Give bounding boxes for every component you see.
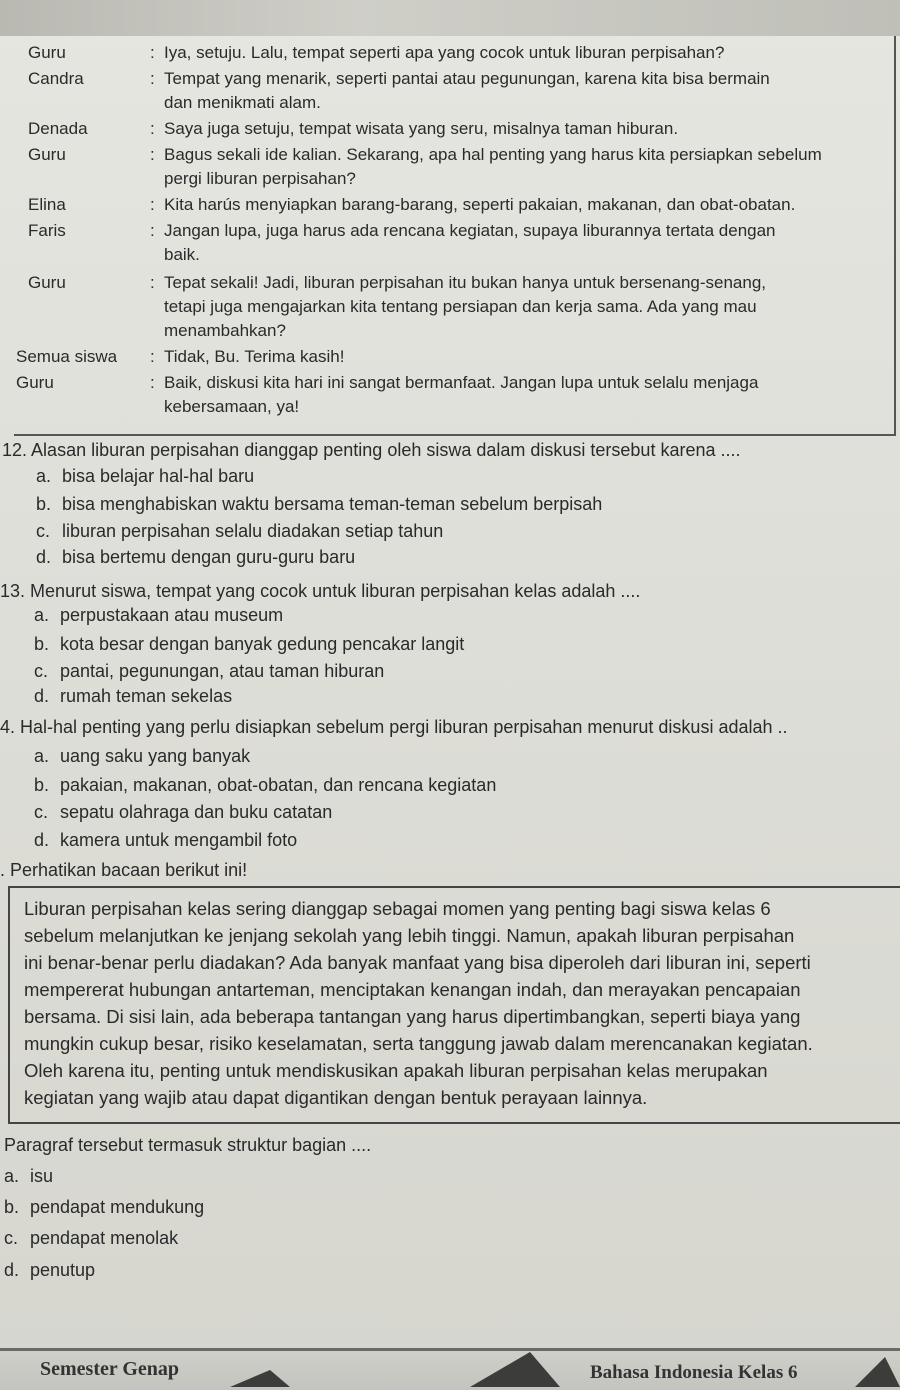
option-letter: c. <box>34 802 49 822</box>
option-d[interactable] <box>34 828 297 852</box>
question-text: Hal-hal penting yang perlu disiapkan sebelum pergi liburan perpisahan menurut diskusi adalah .. <box>20 717 788 737</box>
reading-passage <box>8 886 900 1124</box>
option-a[interactable] <box>36 464 254 488</box>
option-letter: b. <box>4 1197 20 1217</box>
passage-line: mempererat hubungan antarteman, menciptakan kenangan indah, dan merayakan pencapaian <box>24 979 801 1000</box>
question-number: 4. <box>0 717 16 737</box>
colon: : <box>150 43 155 62</box>
speaker-name: Denada <box>28 119 88 138</box>
dialogue-line: Saya juga setuju, tempat wisata yang seru, misalnya taman hiburan. <box>164 119 679 138</box>
option-text: rumah teman sekelas <box>60 686 233 706</box>
option-text: bisa menghabiskan waktu bersama teman-teman sebelum berpisah <box>62 494 603 514</box>
passage-line: kegiatan yang wajib atau dapat digantikan dengan bentuk perayaan lainnya. <box>24 1087 648 1108</box>
footer-semester: Semester Genap <box>40 1358 180 1380</box>
dialogue-line: Baik, diskusi kita hari ini sangat bermanfaat. Jangan lupa untuk selalu menjaga <box>164 373 759 392</box>
speaker-name: Candra <box>28 69 84 88</box>
dialogue-line: kebersamaan, ya! <box>164 397 300 416</box>
passage-line: bersama. Di sisi lain, ada beberapa tantangan yang harus dipertimbangkan, seperti biaya yang <box>24 1006 801 1027</box>
colon: : <box>150 273 155 292</box>
dialogue-line: Jangan lupa, juga harus ada rencana kegiatan, supaya liburannya tertata dengan <box>164 221 776 240</box>
speaker-name: Semua siswa <box>16 347 118 366</box>
option-text: liburan perpisahan selalu diadakan setiap tahun <box>62 521 444 541</box>
passage-line: mungkin cukup besar, risiko keselamatan, serta tanggung jawab dalam merencanakan kegiatan. <box>24 1033 813 1054</box>
option-d[interactable] <box>34 684 232 708</box>
speaker-name: Guru <box>28 145 66 164</box>
option-text: kamera untuk mengambil foto <box>60 830 298 850</box>
colon: : <box>150 373 155 392</box>
dialogue-line: dan menikmati alam. <box>164 93 321 112</box>
colon: : <box>150 347 155 366</box>
dialogue-line: menambahkan? <box>164 321 286 340</box>
option-letter: b. <box>34 775 50 795</box>
speaker-name: Elina <box>28 195 66 214</box>
passage-line: Liburan perpisahan kelas sering dianggap sebagai momen yang penting bagi siswa kelas 6 <box>24 898 771 919</box>
dialogue-line: Kita harús menyiapkan barang-barang, seperti pakaian, makanan, dan obat-obatan. <box>164 195 796 214</box>
option-text: sepatu olahraga dan buku catatan <box>60 802 333 822</box>
question-14 <box>0 715 788 739</box>
option-text: pakaian, makanan, obat-obatan, dan rencana kegiatan <box>60 775 497 795</box>
dialogue-line: Bagus sekali ide kalian. Sekarang, apa hal penting yang harus kita persiapkan sebelum <box>164 145 822 164</box>
speaker-name: Faris <box>28 221 66 240</box>
option-c[interactable] <box>34 659 384 683</box>
question-13 <box>0 579 640 603</box>
footer-decoration-icon <box>855 1352 900 1387</box>
option-letter: b. <box>36 494 52 514</box>
option-text: kota besar dengan banyak gedung pencakar langit <box>60 634 465 654</box>
option-letter: a. <box>4 1166 20 1186</box>
question-text: Alasan liburan perpisahan dianggap penting oleh siswa dalam diskusi tersebut karena .... <box>31 440 741 460</box>
speaker-name: Guru <box>28 273 66 292</box>
option-a[interactable] <box>34 603 283 627</box>
option-letter: c. <box>34 661 49 681</box>
question-12 <box>2 438 741 462</box>
option-letter: d. <box>34 830 50 850</box>
option-text: uang saku yang banyak <box>60 746 251 766</box>
dialogue-line: Iya, setuju. Lalu, tempat seperti apa yang cocok untuk liburan perpisahan? <box>164 43 725 62</box>
passage-line: ini benar-benar perlu diadakan? Ada banyak manfaat yang bisa diperoleh dari liburan ini, seperti <box>24 952 811 973</box>
dialogue-box <box>14 36 896 436</box>
colon: : <box>150 195 155 214</box>
question-number: . <box>0 860 6 880</box>
option-text: pantai, pegunungan, atau taman hiburan <box>60 661 385 681</box>
option-letter: a. <box>36 466 52 486</box>
option-b[interactable] <box>34 632 464 656</box>
option-a[interactable] <box>4 1164 53 1188</box>
question-text: Menurut siswa, tempat yang cocok untuk liburan perpisahan kelas adalah .... <box>30 581 641 601</box>
option-text: pendapat menolak <box>30 1228 179 1248</box>
option-d[interactable] <box>4 1258 95 1282</box>
option-letter: d. <box>36 547 52 567</box>
speaker-name: Guru <box>28 43 66 62</box>
colon: : <box>150 119 155 138</box>
option-b[interactable] <box>36 492 602 516</box>
option-b[interactable] <box>34 773 496 797</box>
option-c[interactable] <box>4 1226 178 1250</box>
option-letter: d. <box>4 1260 20 1280</box>
passage-line: sebelum melanjutkan ke jenjang sekolah yang lebih tinggi. Namun, apakah liburan perpisahan <box>24 925 795 946</box>
passage-line: Oleh karena itu, penting untuk mendiskusikan apakah liburan perpisahan kelas merupakan <box>24 1060 768 1081</box>
dialogue-line: Tepat sekali! Jadi, liburan perpisahan itu bukan hanya untuk bersenang-senang, <box>164 273 767 292</box>
dialogue-line: baik. <box>164 245 200 264</box>
option-text: bisa bertemu dengan guru-guru baru <box>62 547 356 567</box>
option-letter: a. <box>34 605 50 625</box>
colon: : <box>150 221 155 240</box>
dialogue-line: Tidak, Bu. Terima kasih! <box>164 347 345 366</box>
option-letter: b. <box>34 634 50 654</box>
speaker-name: Guru <box>16 373 54 392</box>
colon: : <box>150 145 155 164</box>
option-letter: a. <box>34 746 50 766</box>
option-text: isu <box>30 1166 54 1186</box>
question-15-instruction <box>0 858 247 882</box>
footer-decoration-icon <box>230 1352 290 1387</box>
option-c[interactable] <box>36 519 443 543</box>
option-text: bisa belajar hal-hal baru <box>62 466 255 486</box>
dialogue-line: Tempat yang menarik, seperti pantai atau pegunungan, karena kita bisa bermain <box>164 69 770 88</box>
dialogue-line: pergi liburan perpisahan? <box>164 169 356 188</box>
option-a[interactable] <box>34 744 250 768</box>
footer-decoration-icon <box>470 1352 560 1387</box>
dialogue-line: tetapi juga mengajarkan kita tentang persiapan dan kerja sama. Ada yang mau <box>164 297 757 316</box>
option-letter: c. <box>36 521 51 541</box>
option-text: pendapat mendukung <box>30 1197 205 1217</box>
footer-subject: Bahasa Indonesia Kelas 6 <box>590 1362 798 1383</box>
colon: : <box>150 69 155 88</box>
option-d[interactable] <box>36 545 355 569</box>
option-c[interactable] <box>34 800 332 824</box>
option-letter: d. <box>34 686 50 706</box>
option-text: perpustakaan atau museum <box>60 605 284 625</box>
question-number: 12. <box>2 440 28 460</box>
option-b[interactable] <box>4 1195 204 1219</box>
question-15-text: Paragraf tersebut termasuk struktur bagian .... <box>4 1135 372 1155</box>
option-letter: c. <box>4 1228 19 1248</box>
instruction-text: Perhatikan bacaan berikut ini! <box>10 860 248 880</box>
question-number: 13. <box>0 581 26 601</box>
page-top-edge <box>0 0 900 36</box>
option-text: penutup <box>30 1260 96 1280</box>
